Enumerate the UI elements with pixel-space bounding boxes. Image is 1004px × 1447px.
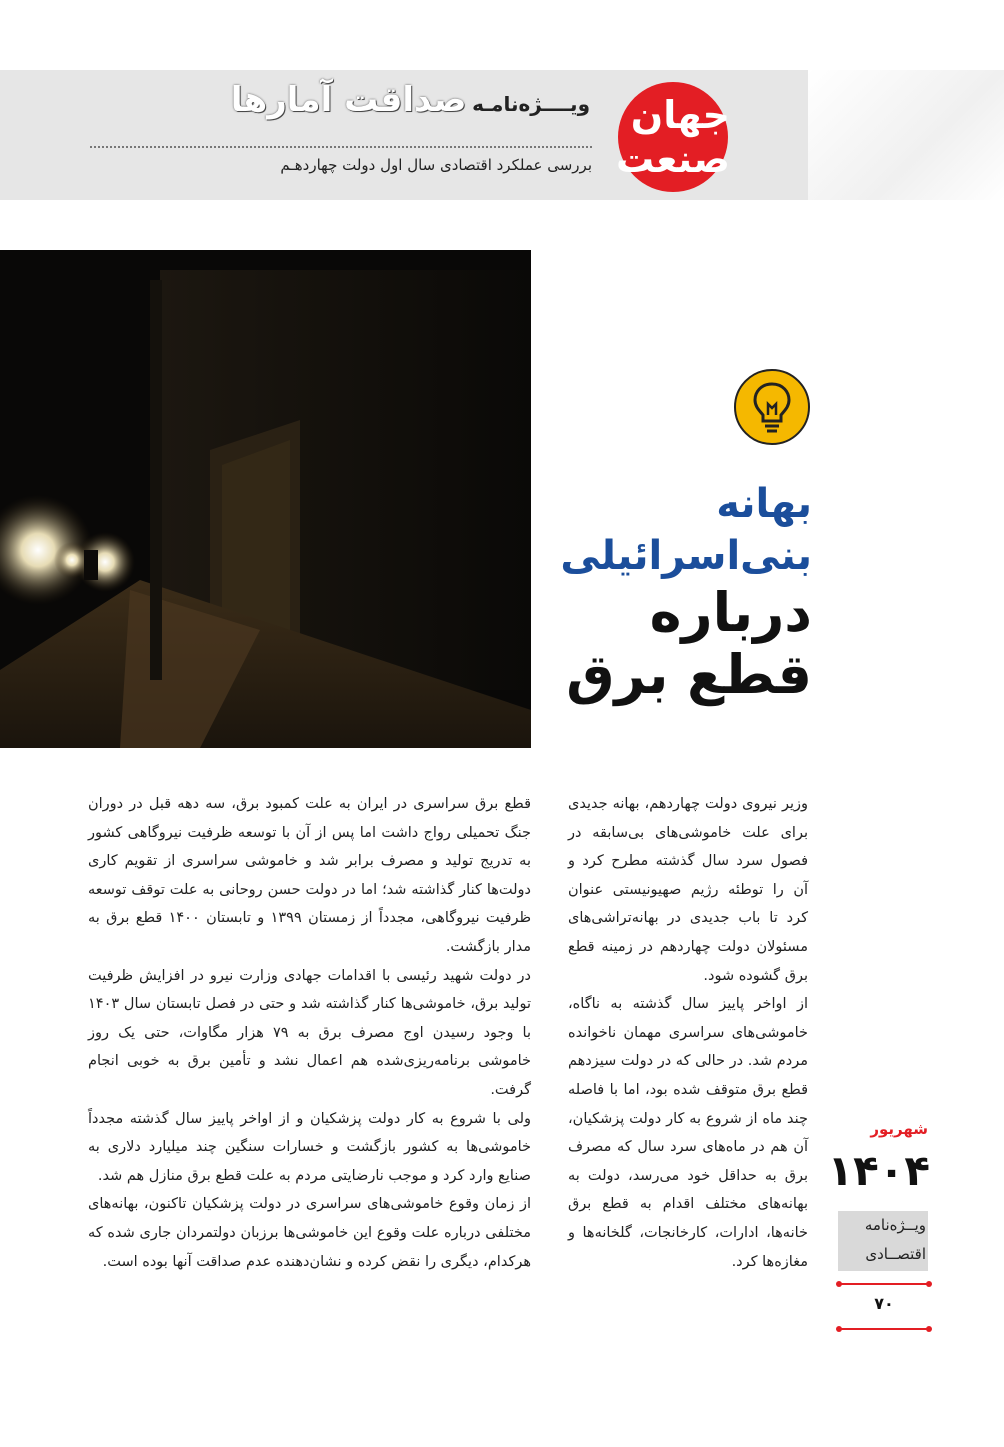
headline-line-1: بهانه	[716, 481, 812, 527]
issue-label-line-2: اقتصــادی	[865, 1245, 926, 1263]
brand-logo	[618, 82, 728, 192]
issue-label	[838, 1211, 928, 1271]
headline-line-2: بنی‌اسرائیلی	[560, 533, 812, 579]
page-number-divider-top	[838, 1283, 930, 1285]
header-divider	[90, 146, 592, 148]
article-column-left	[88, 790, 531, 1276]
article-column-right	[568, 790, 808, 1276]
paragraph: وزیر نیروی دولت چهاردهم، بهانه جدیدی برای علت خاموشی‌های بی‌سابقه در فصول سرد سال گذشته مطرح کرد و آن را توطئه رژیم صهیونیستی عنوان کرد تا باب جدیدی در بهانه‌تراشی‌های مسئولان دولت چهاردهم در زمینه قطع برق گشوده شود.	[568, 796, 808, 984]
issue-month: شهریور	[870, 1120, 928, 1138]
issue-label-line-1: ویــژه‌نامه	[864, 1216, 926, 1234]
paragraph: از زمان وقوع خاموشی‌های سراسری در دولت پزشکیان تاکنون، بهانه‌های مختلفی درباره علت وقوع این خاموشی‌ها برزبان دولتمردان جاری شده که هرکدام، دیگری را نقض کرده و نشان‌دهنده عدم صداقت آنها بوده است.	[88, 1196, 531, 1270]
issue-year: ۱۴۰۴	[827, 1146, 930, 1195]
paragraph: ولی با شروع به کار دولت پزشکیان و از اواخر پاییز سال گذشته مجدداً خاموشی‌ها به کشور بازگشت و خسارات سنگین چند میلیارد دلاری به صنایع وارد کرد و موجب نارضایتی مردم به علت قطع برق منازل هم شد.	[88, 1110, 531, 1184]
special-issue-lead: ویــــژه‌نامـه	[472, 92, 590, 116]
paragraph: قطع برق سراسری در ایران به علت کمبود برق، سه دهه قبل در دوران جنگ تحمیلی رواج داشت اما پس از آن با توسعه ظرفیت نیروگاهی کشور به تدریج تولید و مصرف برابر شد و خاموشی سراسری از تقویم کاری دولت‌ها کنار گذاشته شد؛ اما در دولت حسن روحانی به علت توقف توسعه ظرفیت نیروگاهی، مجدداً از زمستان ۱۳۹۹ و تابستان ۱۴۰۰ قطع برق به مدار بازگشت.	[88, 796, 532, 955]
special-issue-title	[230, 80, 590, 130]
article-headline	[560, 478, 812, 706]
page-number-divider-bottom	[838, 1328, 930, 1330]
header-pattern	[808, 70, 1004, 200]
night-street-photo	[0, 250, 531, 748]
headline-line-4: قطع برق	[566, 643, 812, 706]
lightbulb-icon	[733, 368, 811, 446]
paragraph: از اواخر پاییز سال گذشته به ناگاه، خاموشی‌های سراسری مهمان ناخوانده مردم شد. در حالی که در دولت سیزدهم قطع برق متوقف شده بود، اما با فاصله چند ماه از شروع به کار دولت پزشکیان، آن هم در ماه‌های سرد سال که مصرف برق به حداقل خود می‌رسد، دولت به بهانه‌های مختلف اقدام به قطع برق خانه‌ها، ادارات، کارخانجات، گلخانه‌ها و مغازه‌ها کرد.	[568, 996, 808, 1270]
page-number: ۷۰	[874, 1294, 894, 1313]
special-issue-main: صداقت آمارها	[230, 80, 467, 120]
brand-logo-text: جهان صنعت	[616, 93, 730, 181]
header-subtitle: بررسی عملکرد اقتصادی سال اول دولت چهاردهـم	[280, 156, 592, 174]
headline-line-3: درباره	[649, 581, 812, 644]
paragraph: در دولت شهید رئیسی با اقدامات جهادی وزارت نیرو در افزایش ظرفیت تولید برق، خاموشی‌ها کنار گذاشته شد و حتی در فصل تابستان سال ۱۴۰۳ با وجود رسیدن اوج مصرف برق به ۷۹ هزار مگاوات، حتی یک روز خاموشی برنامه‌ریزی‌شده هم اعمال نشد و تأمین برق به خوبی انجام گرفت.	[88, 967, 531, 1098]
